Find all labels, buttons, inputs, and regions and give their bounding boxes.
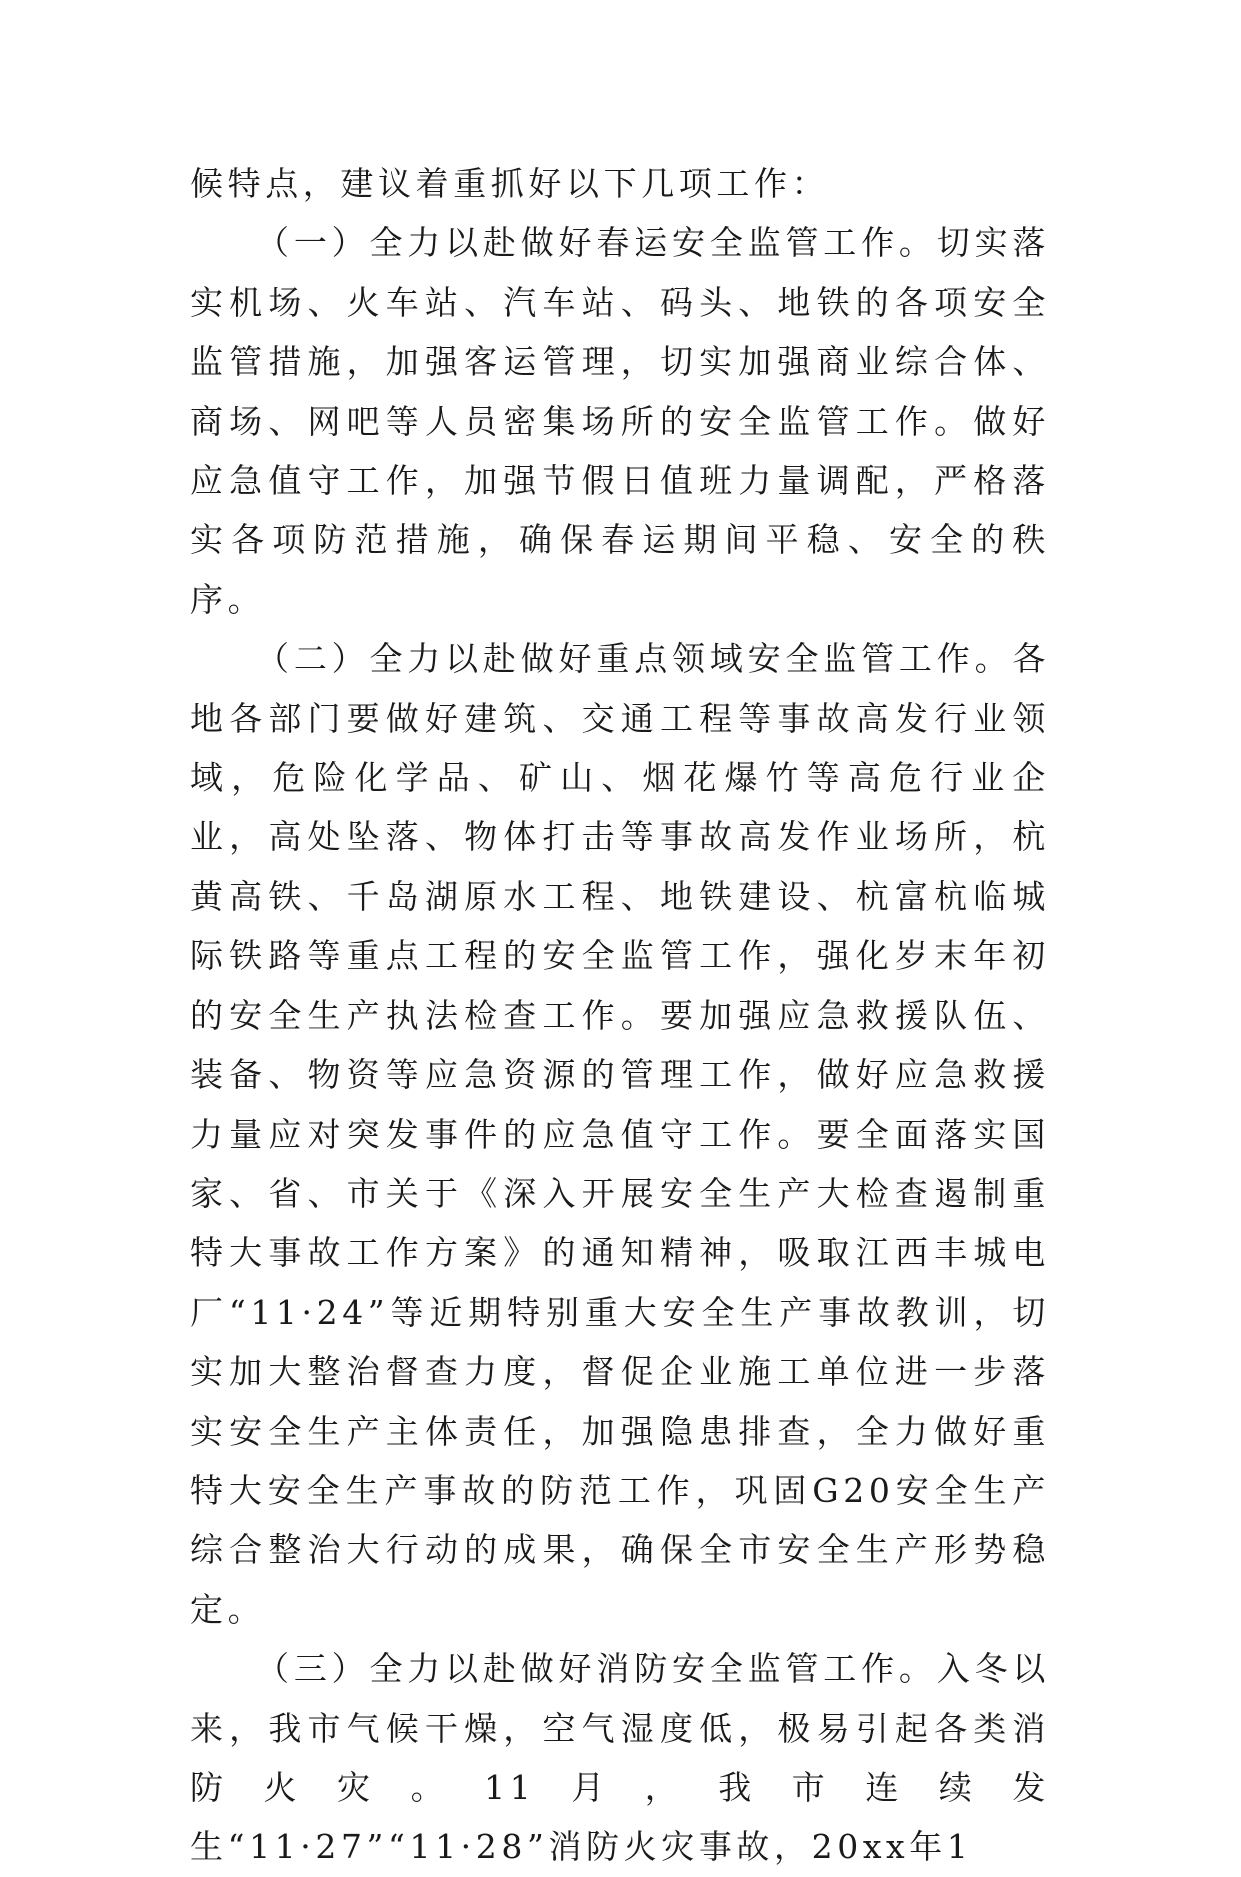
paragraph-section-1-spring-transport: （一）全力以赴做好春运安全监管工作。切实落实机场、火车站、汽车站、码头、地铁的各项安全监管措施，加强客运管理，切实加强商业综合体、商场、网吧等人员密集场所的安全监管工作。做好应急值守工作，加强节假日值班力量调配，严格落实各项防范措施，确保春运期间平稳、安全的秩序。: [190, 223, 1050, 619]
document-body: [190, 154, 1050, 1877]
paragraph-continuation: 候特点，建议着重抓好以下几项工作：: [190, 164, 830, 203]
paragraph-section-2-key-fields: （二）全力以赴做好重点领域安全监管工作。各地各部门要做好建筑、交通工程等事故高发行业领域，危险化学品、矿山、烟花爆竹等高危行业企业，高处坠落、物体打击等事故高发作业场所，杭黄高铁、千岛湖原水工程、地铁建设、杭富杭临城际铁路等重点工程的安全监管工作，强化岁末年初的安全生产执法检查工作。要加强应急救援队伍、装备、物资等应急资源的管理工作，做好应急救援力量应对突发事件的应急值守工作。要全面落实国家、省、市关于《深入开展安全生产大检查遏制重特大事故工作方案》的通知精神，吸取江西丰城电厂“11·24”等近期特别重大安全生产事故教训，切实加大整治督查力度，督促企业施工单位进一步落实安全生产主体责任，加强隐患排查，全力做好重特大安全生产事故的防范工作，巩固G20安全生产综合整治大行动的成果，确保全市安全生产形势稳定。: [190, 639, 1050, 1629]
paragraph-section-3-fire-safety: （三）全力以赴做好消防安全监管工作。入冬以来，我市气候干燥，空气湿度低，极易引起各类消防火灾。11月，我市连续发生“11·27”“11·28”消防火灾事故，20xx年1: [190, 1649, 1050, 1867]
